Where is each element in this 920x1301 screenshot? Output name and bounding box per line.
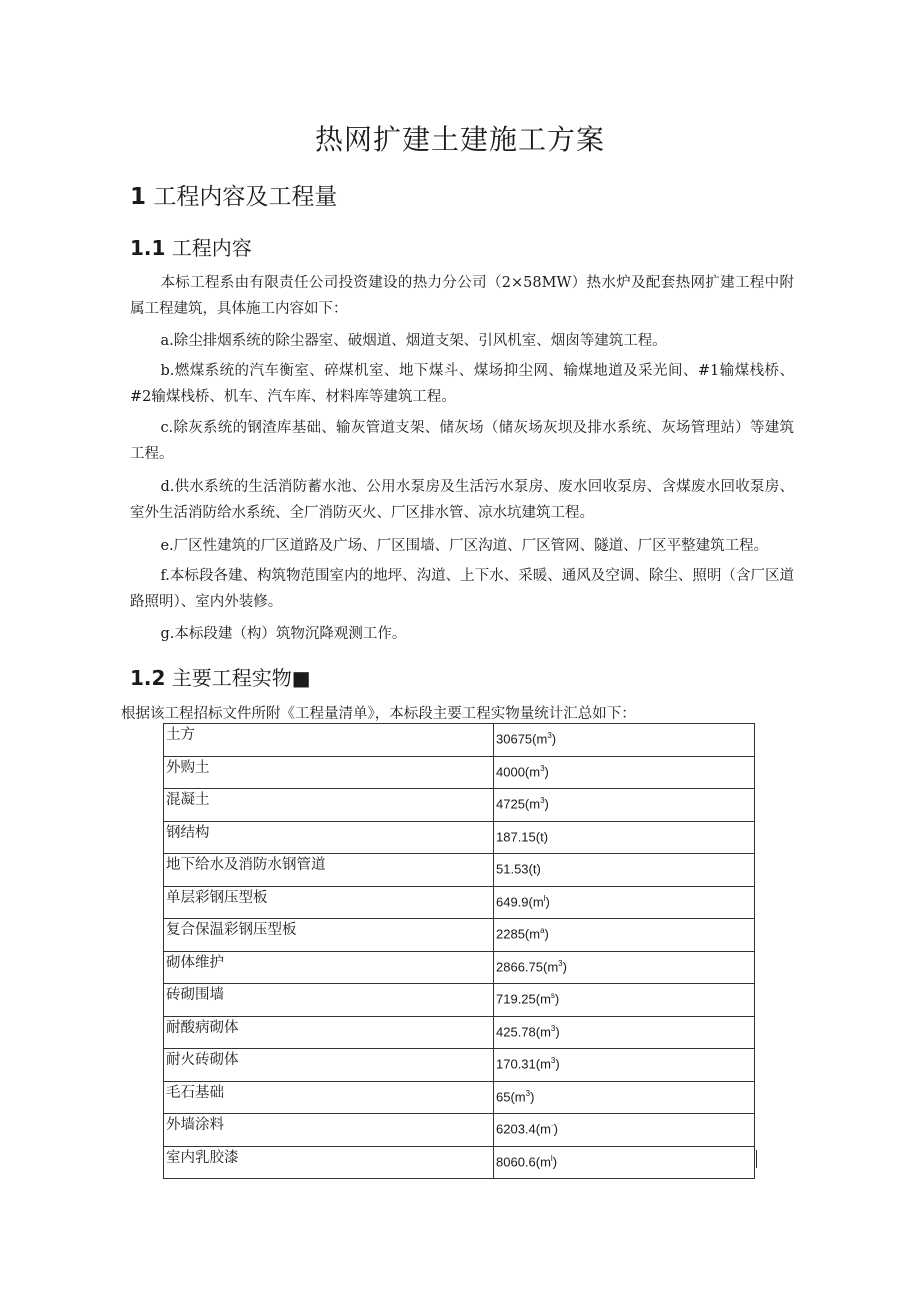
quantity-value: 425.78(m xyxy=(496,1023,551,1039)
item-quantity-cell xyxy=(494,1049,755,1082)
unit-close: ) xyxy=(544,926,549,942)
unit-close: ) xyxy=(554,991,560,1007)
section-title: 主要工程实物■ xyxy=(171,666,311,690)
unit-close: ) xyxy=(562,958,567,974)
item-name-cell: 耐火砖砌体 xyxy=(164,1049,494,1082)
item-name-cell: 毛石基础 xyxy=(164,1081,494,1114)
unit-superscript: s xyxy=(550,991,555,1000)
paragraph-item-f: f.本标段各建、构筑物范围室内的地坪、沟道、上下水、采暖、通风及空调、除尘、照明（含厂区道路照明）、室内外装修。 xyxy=(130,568,794,610)
paragraph-item-g: g.本标段建（构）筑物沉降观测工作。 xyxy=(160,626,407,642)
table-row xyxy=(164,724,755,757)
unit-close: ) xyxy=(552,1153,558,1169)
unit-superscript: a xyxy=(540,926,545,935)
unit-superscript: 3 xyxy=(540,796,545,805)
quantity-value: 4000(m xyxy=(496,763,541,779)
unit-superscript: 3 xyxy=(558,958,563,968)
unit-superscript: · xyxy=(550,1121,554,1130)
item-quantity-cell xyxy=(494,821,755,854)
quantity-value: 65(m xyxy=(496,1088,526,1104)
item-quantity-cell xyxy=(494,951,755,984)
table-row xyxy=(164,984,755,1017)
unit-superscript: l xyxy=(543,893,546,903)
item-quantity-cell xyxy=(494,919,755,952)
quantity-value: 2285(m xyxy=(496,926,541,942)
unit-superscript: l xyxy=(550,1153,553,1163)
item-quantity-cell xyxy=(494,756,755,789)
table-continuation xyxy=(163,1150,757,1168)
paragraph-intro: 本标工程系由有限责任公司投资建设的热力分公司（2×58MW）热水炉及配套热网扩建工程中附属工程建筑，具体施工内容如下： xyxy=(130,275,794,317)
paragraph-item-e: e.厂区性建筑的厂区道路及广场、厂区围墙、厂区沟道、厂区管网、隧道、厂区平整建筑工程。 xyxy=(160,538,769,554)
table-row xyxy=(164,951,755,984)
section-number: 1 xyxy=(130,184,147,210)
item-name-cell: 砌体维护 xyxy=(164,951,494,984)
section-1-heading xyxy=(130,178,337,211)
item-name-cell: 复合保温彩钢压型板 xyxy=(164,919,494,952)
item-name-cell: 室内乳胶漆 xyxy=(164,1146,494,1179)
paragraph-item-b: b.燃煤系统的汽车衡室、碎煤机室、地下煤斗、煤场抑尘网、输煤地道及采光间、#1输煤栈桥、#2输煤栈桥、机车、汽车库、材料库等建筑工程。 xyxy=(130,363,794,405)
unit-close: ) xyxy=(553,1121,558,1137)
section-number: 1.1 xyxy=(130,236,166,260)
quantity-value: 4725(m xyxy=(496,796,541,812)
item-name-cell: 混凝土 xyxy=(164,789,494,822)
unit-superscript: 3 xyxy=(540,763,545,773)
unit-superscript: 3 xyxy=(550,1056,556,1065)
quantity-value: 30675(m xyxy=(496,731,548,747)
unit-superscript: 3 xyxy=(550,1023,556,1033)
item-name-cell: 砖砌围墙 xyxy=(164,984,494,1017)
quantity-value: 649.9(m xyxy=(496,893,544,909)
section-1-2-heading xyxy=(130,662,311,691)
item-quantity-cell xyxy=(494,1114,755,1147)
item-name-cell: 耐酸病砌体 xyxy=(164,1016,494,1049)
unit-close: ) xyxy=(555,1056,560,1072)
item-name-cell: 土方 xyxy=(164,724,494,757)
section-number: 1.2 xyxy=(130,666,166,690)
table-row xyxy=(164,1049,755,1082)
table-row xyxy=(164,756,755,789)
item-quantity-cell xyxy=(494,886,755,919)
item-name-cell: 外购土 xyxy=(164,756,494,789)
item-name-cell: 地下给水及消防水钢管道 xyxy=(164,854,494,887)
item-quantity-cell xyxy=(494,854,755,887)
unit-superscript: 3 xyxy=(525,1088,531,1098)
table-row xyxy=(164,1016,755,1049)
quantity-value: 170.31(m xyxy=(496,1056,551,1072)
unit-close: ) xyxy=(530,1088,535,1104)
section-title: 工程内容及工程量 xyxy=(153,184,338,210)
paragraph-item-a: a.除尘排烟系统的除尘器室、破烟道、烟道支架、引风机室、烟囱等建筑工程。 xyxy=(160,333,667,349)
table-row xyxy=(164,919,755,952)
item-quantity-cell xyxy=(494,984,755,1017)
section-title: 工程内容 xyxy=(171,236,252,260)
quantity-value: 187.15(t) xyxy=(496,828,549,844)
table-intro: 根据该工程招标文件所附《工程量清单》，本标段主要工程实物量统计汇总如下： xyxy=(121,706,636,722)
item-quantity-cell xyxy=(494,1081,755,1114)
unit-close: ) xyxy=(551,731,557,747)
section-1-1-heading xyxy=(130,232,252,261)
document-title: 热网扩建土建施工方案 xyxy=(314,123,605,156)
item-name-cell: 单层彩钢压型板 xyxy=(164,886,494,919)
table-row xyxy=(164,886,755,919)
quantity-value: 719.25(m xyxy=(496,991,551,1007)
paragraph-item-c: c.除灰系统的钢渣库基础、输灰管道支架、储灰场（储灰场灰坝及排水系统、灰场管理站）等建筑工程。 xyxy=(130,420,794,462)
item-name-cell: 外墙涂料 xyxy=(164,1114,494,1147)
quantity-value: 6203.4(m xyxy=(496,1121,551,1137)
unit-close: ) xyxy=(555,1023,560,1039)
unit-close: ) xyxy=(544,763,549,779)
table-row xyxy=(164,789,755,822)
unit-close: ) xyxy=(544,796,549,812)
item-quantity-cell xyxy=(494,789,755,822)
quantity-value: 2866.75(m xyxy=(496,958,559,974)
table-row xyxy=(164,1114,755,1147)
table-row xyxy=(164,821,755,854)
item-quantity-cell xyxy=(494,1016,755,1049)
table-row xyxy=(164,854,755,887)
unit-superscript: 3 xyxy=(547,731,552,740)
quantity-value: 51.53(t) xyxy=(496,861,541,877)
quantity-table xyxy=(163,723,755,1179)
table-row xyxy=(164,1081,755,1114)
paragraph-item-d: d.供水系统的生活消防蓄水池、公用水泵房及生活污水泵房、废水回收泵房、含煤废水回收泵房、室外生活消防给水系统、全厂消防灭火、厂区排水管、凉水坑建筑工程。 xyxy=(130,479,794,521)
item-quantity-cell xyxy=(494,724,755,757)
quantity-value: 8060.6(m xyxy=(496,1153,551,1169)
unit-close: ) xyxy=(545,893,550,909)
item-name-cell: 钢结构 xyxy=(164,821,494,854)
